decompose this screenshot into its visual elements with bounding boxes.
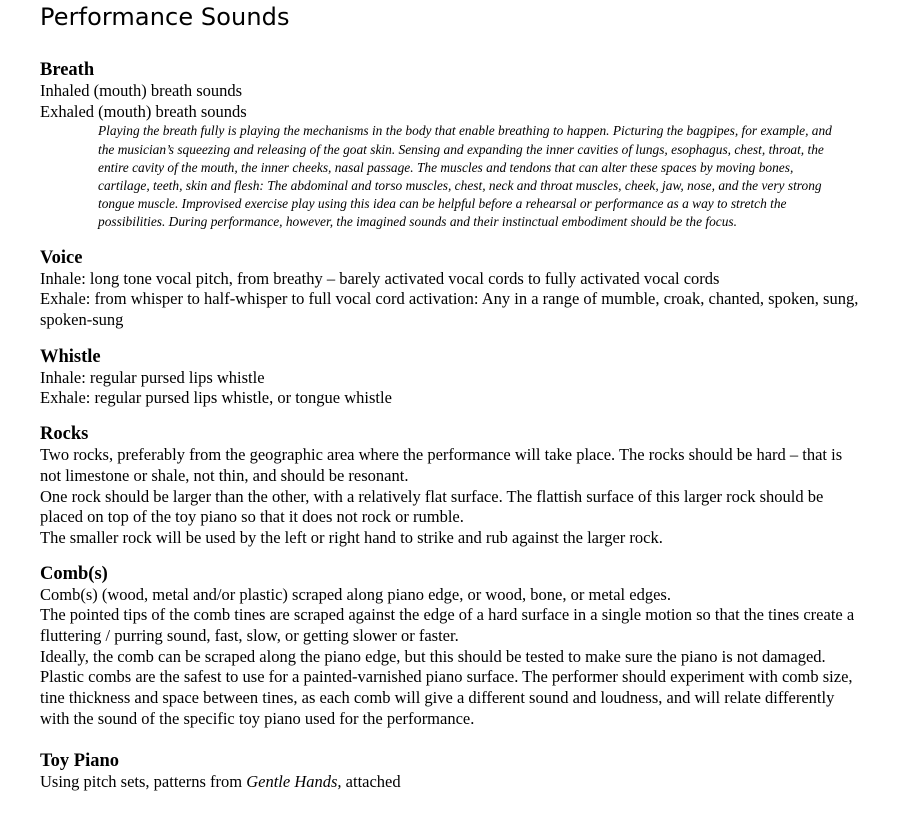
section-breath <box>40 59 860 232</box>
toy-piano-text-after: attached <box>341 771 401 791</box>
rocks-line-smaller-rock: The smaller rock will be used by the left or right hand to strike and rub against the larger rock. <box>40 527 663 547</box>
rocks-line-larger-rock: One rock should be larger than the other, with a relatively flat surface. The flattish surface of this larger rock should be placed on top of the toy piano so that it does not rock or rumble. <box>40 486 824 527</box>
breath-line-inhaled: Inhaled (mouth) breath sounds <box>40 81 243 100</box>
section-heading-breath: Breath <box>40 60 95 80</box>
toy-piano-line <box>40 772 860 793</box>
section-toy-piano <box>40 750 860 793</box>
comb-line-guidance: Ideally, the comb can be scraped along the piano edge, but this should be tested to make sure the piano is not damaged. Plastic combs are the safest to use for a painted-varnished piano surface. The performer should experiment with comb size, tine thickness and space between tines, as each comb will give a different sound and loudness, and will relate differently with the sound of the specific toy piano used for the performance. <box>40 646 853 728</box>
section-whistle <box>40 346 860 409</box>
section-voice <box>40 247 860 331</box>
document-page <box>40 0 860 792</box>
section-heading-voice: Voice <box>40 247 83 268</box>
toy-piano-text-before: Using pitch sets, patterns from <box>40 771 247 791</box>
section-rocks <box>40 423 860 549</box>
breath-line-exhaled: Exhaled (mouth) breath sounds <box>40 101 247 121</box>
section-comb <box>40 563 860 730</box>
comb-line-technique: The pointed tips of the comb tines are scraped against the edge of a hard surface in a single motion so that the tines create a fluttering / purring sound, fast, slow, or getting slower or faster. <box>40 605 855 646</box>
rocks-line-selection: Two rocks, preferably from the geographic area where the performance will take place. The rocks should be hard – that is not limestone or shale, not thin, and should be resonant. <box>40 445 843 485</box>
toy-piano-title-gentle-hands: Gentle Hands, <box>246 771 342 791</box>
section-heading-rocks: Rocks <box>40 424 89 445</box>
page-title: Performance Sounds <box>40 3 290 31</box>
whistle-line-exhale: Exhale: regular pursed lips whistle, or tongue whistle <box>40 388 392 408</box>
section-heading-whistle: Whistle <box>40 346 101 367</box>
section-heading-toy-piano: Toy Piano <box>40 750 119 771</box>
voice-line-inhale: Inhale: long tone vocal pitch, from breathy – barely activated vocal cords to fully activated vocal cords <box>40 268 720 288</box>
whistle-line-inhale: Inhale: regular pursed lips whistle <box>40 367 265 387</box>
breath-note: Playing the breath fully is playing the mechanisms in the body that enable breathing to happen. Picturing the bagpipes, for example, and the musician’s squeezing and releasing of the goat skin. Sensing and expanding the inner cavities of lungs, esophagus, chest, throat, the entire cavity of the mouth, the inner cheeks, nasal passage. The muscles and tendons that can alter these spaces by moving bones, cartilage, teeth, skin and flesh: The abdominal and torso muscles, chest, neck and throat muscles, cheek, jaw, nose, and the very strong tongue muscle. Improvised exercise play using this idea can be helpful before a rehearsal or performance as a way to stretch the possibilities. During performance, however, the imagined sounds and their instinctual embodiment should be the focus. <box>98 123 832 230</box>
comb-line-materials: Comb(s) (wood, metal and/or plastic) scraped along piano edge, or wood, bone, or metal edges. <box>40 584 671 604</box>
section-heading-comb: Comb(s) <box>40 563 108 584</box>
voice-line-exhale: Exhale: from whisper to half-whisper to full vocal cord activation: Any in a range of mumble, croak, chanted, spoken, sung, spoken-sung <box>40 289 859 330</box>
